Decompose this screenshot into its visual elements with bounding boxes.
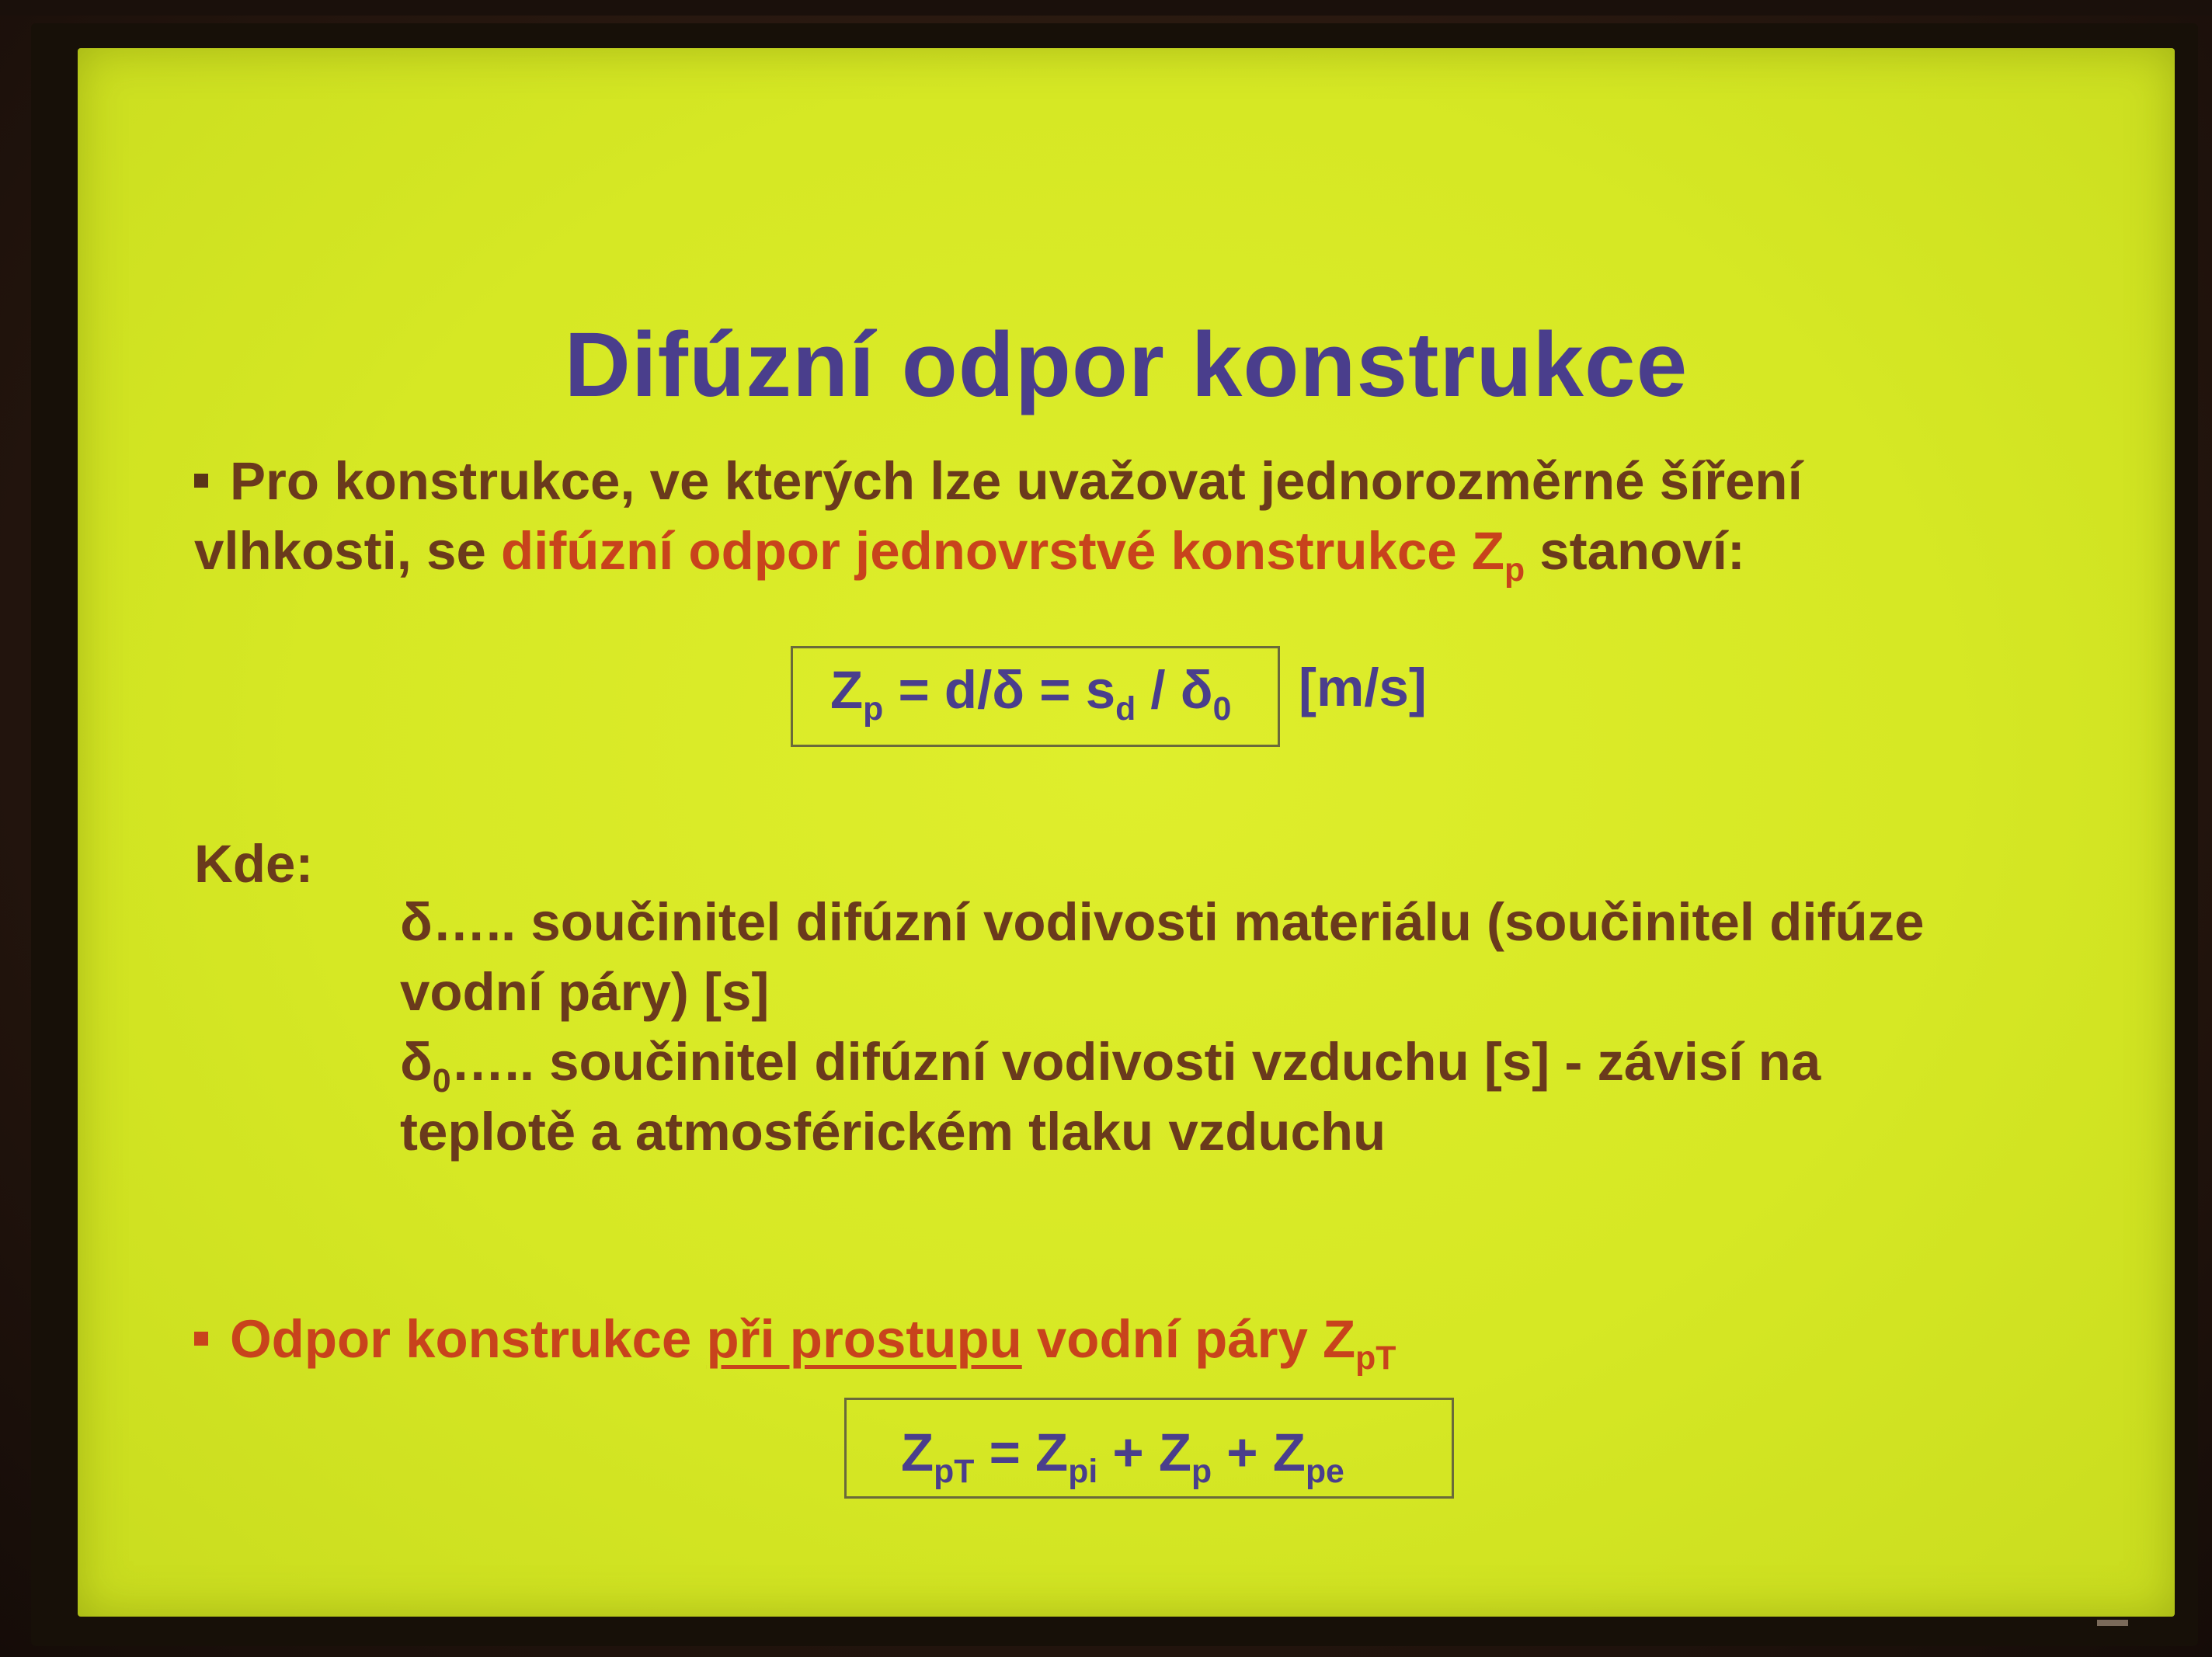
- formula1-box: [791, 646, 1280, 747]
- formula2-z4-sub: pe: [1305, 1452, 1344, 1490]
- kde-label: Kde:: [194, 834, 314, 894]
- bullet2-suffix: vodní páry Z: [1021, 1309, 1356, 1369]
- bullet1-line1-text: Pro konstrukce, ve kterých lze uvažovat jednorozměrné šíření: [230, 451, 1803, 511]
- delta0-symbol: δ: [400, 1032, 433, 1092]
- delta0-def-line2: teplotě a atmosférickém tlaku vzduchu: [400, 1102, 1386, 1162]
- ceiling-seam: [0, 0, 2212, 16]
- formula2-z1: Z: [901, 1423, 934, 1482]
- delta0-def-text: ….. součinitel difúzní vodivosti vzduchu [s] - závisí na: [450, 1032, 1821, 1092]
- formula1-div: / δ: [1136, 660, 1213, 720]
- bullet1-line2-suffix: stanoví:: [1525, 521, 1745, 581]
- bullet1-line2-prefix: vlhkosti, se: [194, 521, 501, 581]
- bullet2-suffix-sub: pT: [1355, 1339, 1396, 1377]
- delta0-def-line1: [400, 1029, 1821, 1102]
- formula2-z3-sub: p: [1191, 1452, 1212, 1490]
- formula1-mid: = d/δ = s: [883, 660, 1116, 720]
- projector-indicator: [2097, 1620, 2128, 1626]
- formula1-unit: [m/s]: [1299, 658, 1427, 717]
- delta-def-line2: vodní páry) [s]: [400, 962, 770, 1022]
- formula2-plus2: + Z: [1212, 1423, 1306, 1482]
- bullet-icon: [194, 474, 208, 488]
- bullet1-highlight-text: difúzní odpor jednovrstvé konstrukce Z: [501, 521, 1504, 581]
- bullet2-underlined: při prostupu: [706, 1309, 1022, 1369]
- delta-def-line1: δ….. součinitel difúzní vodivosti materiálu (součinitel difúze: [400, 892, 1925, 952]
- formula2-z2-sub: pi: [1068, 1452, 1098, 1490]
- bullet1-highlight-sub: p: [1504, 551, 1525, 589]
- delta0-sub: 0: [432, 1061, 451, 1099]
- bullet2: [194, 1306, 1396, 1379]
- bullet2-prefix: Odpor konstrukce: [230, 1309, 707, 1369]
- bullet1-highlight: [501, 521, 1525, 589]
- bullet1-line1: [194, 448, 1803, 515]
- formula2-z1-sub: pT: [934, 1452, 975, 1490]
- bullet1-line2: [194, 518, 1745, 591]
- formula2-box: [844, 1398, 1454, 1499]
- formula1-delta-sub: 0: [1212, 690, 1232, 728]
- formula1-z-sub: p: [863, 690, 884, 728]
- formula1-s-sub: d: [1115, 690, 1136, 728]
- formula2-eq: = Z: [974, 1423, 1069, 1482]
- bullet-icon: [194, 1332, 208, 1346]
- formula2-plus1: + Z: [1097, 1423, 1192, 1482]
- slide-title: Difúzní odpor konstrukce: [564, 314, 1689, 416]
- presentation-slide: [78, 48, 2175, 1617]
- formula1-z: Z: [830, 660, 864, 720]
